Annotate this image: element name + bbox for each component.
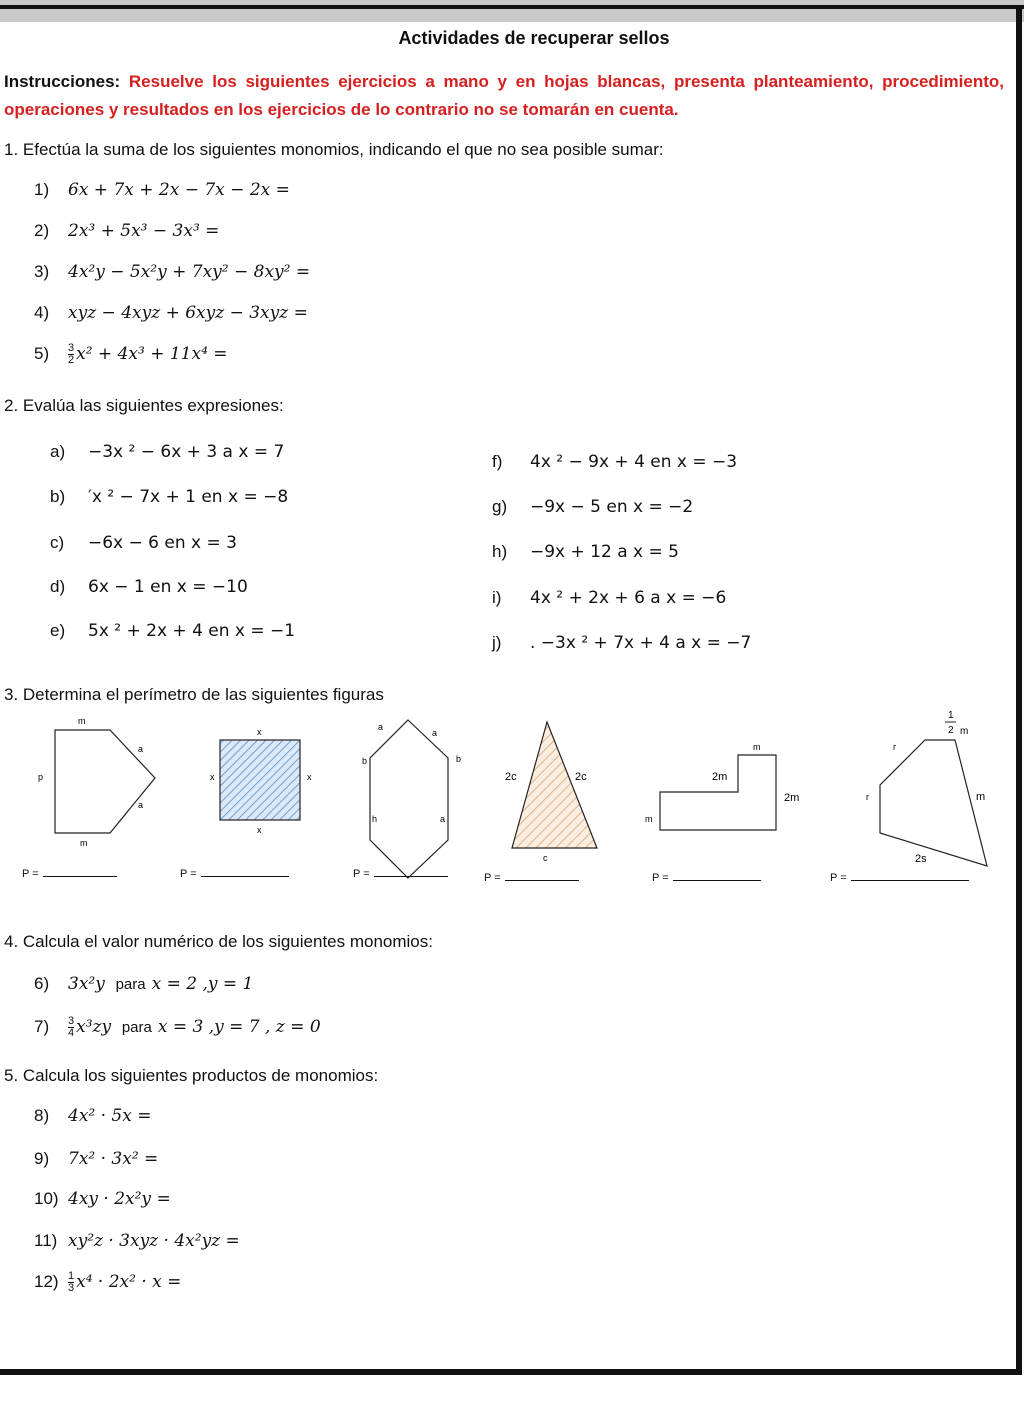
section5-heading: 5. Calcula los siguientes productos de monomios: (4, 1066, 379, 1085)
figure-quadrilateral (866, 710, 987, 866)
instructions (4, 68, 1004, 124)
fig5-label-top: m (753, 742, 761, 752)
figure-hexagon (362, 720, 461, 878)
fig4-label-right: 2c (575, 771, 587, 783)
list-item: 4) xyz − 4xyz + 6xyz − 3xyz = (34, 303, 308, 323)
bottom-border (0, 1369, 1022, 1375)
instructions-text: Resuelve los siguientes ejercicios a mano y en hojas blancas, presenta planteamiento, procedimiento, operaciones y resultados en los ejercicios de lo contrario no se tomarán en cuenta. (4, 72, 1004, 119)
list-item: e) 5x ² + 2x + 4 en x = −1 (50, 621, 296, 641)
list-item: 8) 4x² · 5x = (34, 1106, 152, 1126)
fig4-label-base: c (543, 853, 548, 863)
fig1-label-top: m (78, 716, 86, 726)
list-item: f) 4x ² − 9x + 4 en x = −3 (492, 452, 738, 472)
fig6-label-r2: r (866, 792, 869, 802)
figure-square (210, 727, 312, 835)
perimeter-blank: P = (180, 866, 289, 880)
list-item: g) −9x − 5 en x = −2 (492, 497, 694, 517)
fig3-label-h2: a (440, 814, 446, 824)
fig4-label-left: 2c (505, 771, 517, 783)
fig5-label-left: m (645, 814, 653, 824)
figure-pentagon (38, 716, 155, 848)
fig1-label-upper: a (138, 744, 144, 754)
perimeter-blank: P = (353, 866, 448, 880)
fraction: $\frac{3}{2}$ (68, 342, 75, 366)
fig6-label-right: m (976, 791, 986, 803)
fig6-label-bottom: 2s (915, 853, 927, 865)
list-item: 12) $\frac{1}{3}$ x⁴ · 2x² · x = (34, 1270, 182, 1294)
list-item: 3) 4x²y − 5x²y + 7xy² − 8xy² = (34, 262, 311, 282)
section2-heading: 2. Evalúa las siguientes expresiones: (4, 396, 284, 415)
fig6-label-top: m (960, 726, 969, 737)
top-bar (0, 0, 1024, 22)
list-item: 9) 7x² · 3x² = (34, 1149, 159, 1169)
top-border (0, 5, 1024, 9)
list-item: b) ′x ² − 7x + 1 en x = −8 (50, 487, 289, 507)
fig5-label-mid: 2m (712, 771, 728, 783)
perimeter-blank: P = (22, 866, 117, 880)
list-item: j) . −3x ² + 7x + 4 a x = −7 (492, 633, 752, 653)
figure-l-shape (645, 742, 799, 830)
fig3-label-a1: a (378, 722, 384, 732)
fig3-label-b1: b (362, 756, 368, 766)
fig3-label-a2: a (432, 728, 438, 738)
fig1-label-left: p (38, 772, 44, 782)
fig6-label-r1: r (893, 742, 896, 752)
list-item: 6) 3x²y para x = 2 ,y = 1 (34, 974, 254, 994)
perimeter-blank: P = (830, 870, 969, 884)
fig6-frac-den: 2 (948, 725, 954, 736)
fig1-label-lower: a (138, 800, 144, 810)
list-item: i) 4x ² + 2x + 6 a x = −6 (492, 588, 727, 608)
list-item: 1) 6x + 7x + 2x − 7x − 2x = (34, 180, 290, 200)
fig1-label-bottom: m (80, 838, 88, 848)
fig2-label-bottom: x (257, 825, 262, 835)
figure-triangle (505, 722, 597, 863)
list-item: 10) 4xy · 2x²y = (34, 1189, 171, 1209)
list-item: 2) 2x³ + 5x³ − 3x³ = (34, 221, 220, 241)
list-item: h) −9x + 12 a x = 5 (492, 542, 679, 562)
list-item: 5) $\frac{3}{2}$ x² + 4x³ + 11x⁴ = (34, 342, 228, 366)
list-item: c) −6x − 6 en x = 3 (50, 533, 237, 553)
list-item: 7) $\frac{3}{4}$ x³zy para x = 3 ,y = 7 , z = 0 (34, 1015, 321, 1039)
list-item: a) −3x ² − 6x + 3 a x = 7 (50, 442, 285, 462)
fig3-label-h1: h (372, 814, 378, 824)
fig3-label-b2: b (456, 754, 462, 764)
section1-heading: 1. Efectúa la suma de los siguientes monomios, indicando el que no sea posible sumar: (4, 140, 664, 159)
fig2-label-top: x (257, 727, 262, 737)
page-title: Actividades de recuperar sellos (398, 28, 670, 48)
fig5-label-right: 2m (784, 792, 800, 804)
section3-heading: 3. Determina el perímetro de las siguientes figuras (4, 685, 384, 704)
instructions-label: Instrucciones: (4, 72, 121, 91)
list-item: 11) xy²z · 3xyz · 4x²yz = (34, 1231, 240, 1251)
list-item: d) 6x − 1 en x = −10 (50, 577, 248, 597)
perimeter-blank: P = (652, 870, 761, 884)
fig2-label-left: x (210, 772, 215, 782)
right-border (1016, 5, 1022, 1375)
fraction: $\frac{3}{4}$ (68, 1015, 75, 1039)
perimeter-blank: P = (484, 870, 579, 884)
fig2-label-right: x (307, 772, 312, 782)
fraction: $\frac{1}{3}$ (68, 1270, 75, 1294)
fig6-frac-num: 1 (948, 710, 954, 721)
section4-heading: 4. Calcula el valor numérico de los siguientes monomios: (4, 932, 433, 951)
